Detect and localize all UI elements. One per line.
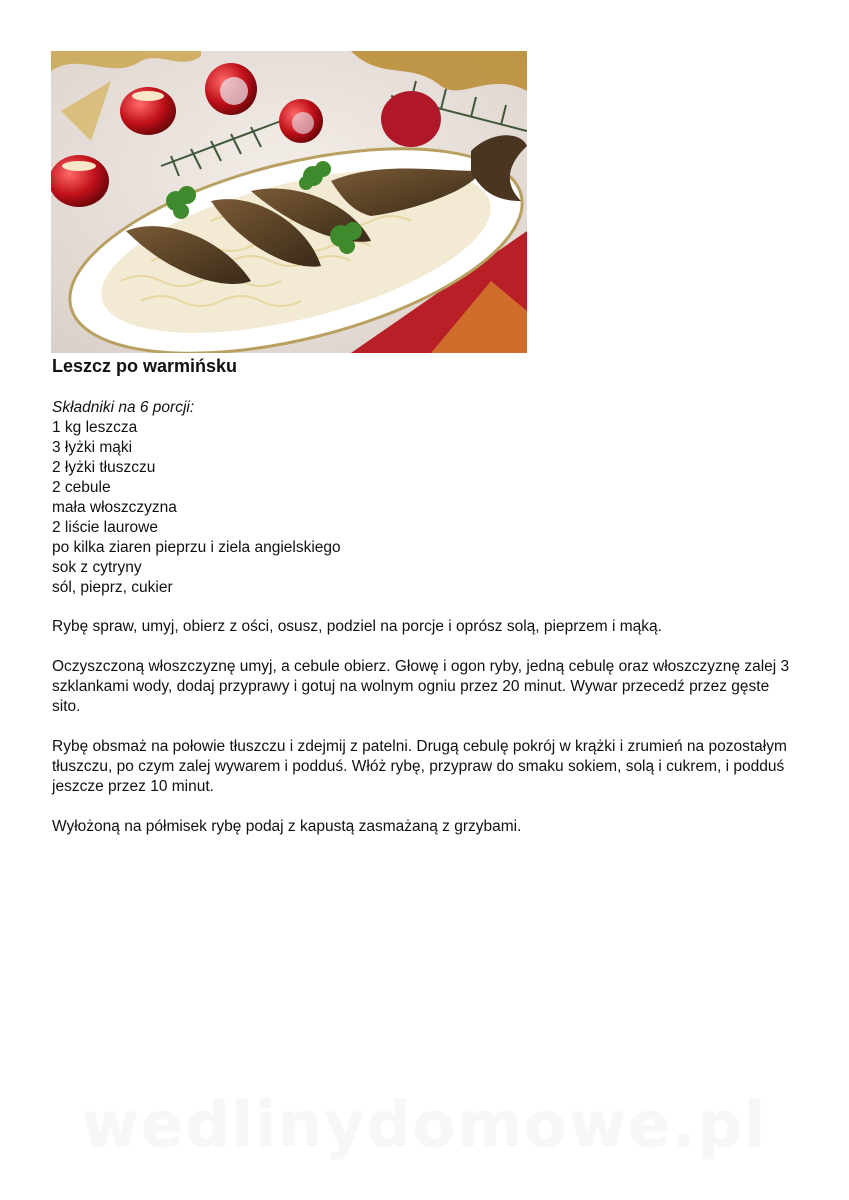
ingredient-item: mała włoszczyzna — [52, 499, 177, 516]
step-paragraph: Wyłożoną na półmisek rybę podaj z kapustą zasmażaną z grzybami. — [52, 818, 522, 835]
watermark: wedlinydomowe.pl — [81, 1088, 768, 1161]
ingredient-item: sól, pieprz, cukier — [52, 579, 173, 596]
recipe-photo — [51, 51, 527, 353]
step-paragraph: Rybę obsmaż na połowie tłuszczu i zdejmij z patelni. Drugą cebulę pokrój w krążki i zrumień na pozostałym tłuszczu, po czym zalej wywarem i podduś. Włóż rybę, przypraw do smaku sokiem, solą i cukrem, i podduś jeszcze przez 10 minut. — [52, 738, 787, 795]
ingredients-list — [52, 418, 341, 598]
ingredient-item: 2 cebule — [52, 479, 111, 496]
preparation-steps — [52, 617, 792, 857]
step-paragraph: Rybę spraw, umyj, obierz z ości, osusz, podziel na porcje i oprósz solą, pieprzem i mąką. — [52, 618, 662, 635]
ingredient-item: 1 kg leszcza — [52, 419, 138, 436]
ingredient-item: sok z cytryny — [52, 559, 142, 576]
ingredient-item: 2 łyżki tłuszczu — [52, 459, 156, 476]
ingredients-section — [52, 398, 341, 598]
ingredient-item: 3 łyżki mąki — [52, 439, 133, 456]
ingredient-item: 2 liście laurowe — [52, 519, 158, 536]
ingredients-intro: Składniki na 6 porcji: — [52, 399, 195, 416]
recipe-photo-icon — [51, 51, 527, 353]
step-paragraph: Oczyszczoną włoszczyznę umyj, a cebule obierz. Głowę i ogon ryby, jedną cebulę oraz włoszczyznę zalej 3 szklankami wody, dodaj przyprawy i gotuj na wolnym ogniu przez 20 minut. Wywar przecedź przez gęste sito. — [52, 658, 790, 715]
ingredient-item: po kilka ziaren pieprzu i ziela angielskiego — [52, 539, 341, 556]
recipe-title: Leszcz po warmińsku — [52, 356, 238, 376]
